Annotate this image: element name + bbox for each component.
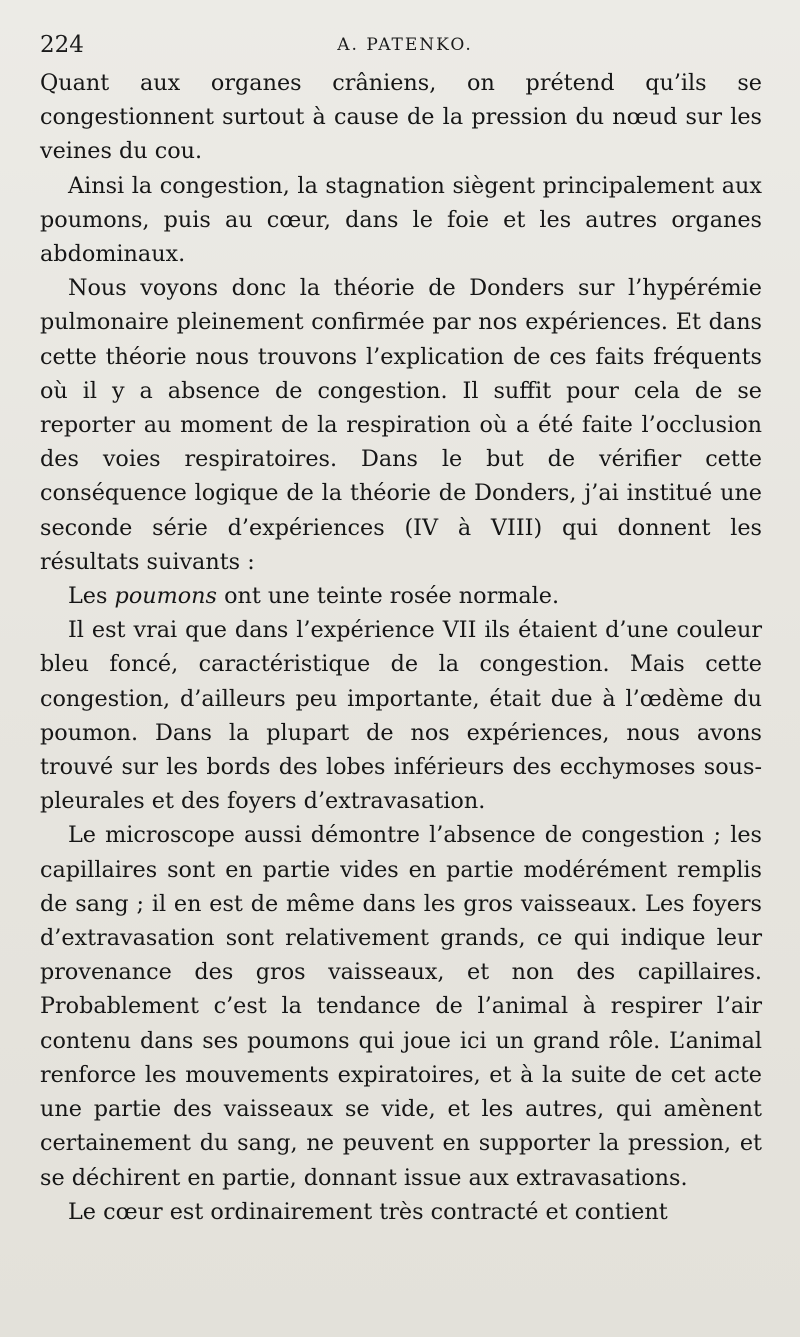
paragraph-cranial-organs: Quant aux organes crâniens, on prétend qu’ils se congestionnent surtout à cause de la pression du nœud sur les veines du cou.: [40, 70, 762, 165]
lungs-italic-word: poumons: [114, 583, 217, 610]
paragraph-congestion-sites: Ainsi la congestion, la stagnation siègent principalement aux poumons, puis au cœur, dans le foie et les autres organes abdominaux.: [40, 172, 762, 268]
paragraph-heart: Le cœur est ordinairement très contracté et contient: [68, 1198, 668, 1225]
lungs-text-after: ont une teinte rosée normale.: [216, 583, 560, 610]
paragraph-microscope: Le microscope aussi démontre l’absence de congestion ; les capillaires sont en partie vides en partie modérément remplis de sang ; il en est de même dans les gros vaisseaux. Les foyers d’extravasation sont relativement grands, ce qui indique leur provenance des gros vaisseaux, et non des capillaires. Probablement c’est la tendance de l’animal à respirer l’air contenu dans ses poumons qui joue ici un grand rôle. L’animal renforce les mouvements expiratoires, et à la suite de cet acte une partie des vaisseaux se vide, et les autres, qui amènent certainement du sang, ne peuvent en supporter la pression, et se déchirent en partie, donnant issue aux extravasations.: [40, 822, 762, 1191]
body-text: [40, 66, 762, 1229]
lungs-text-before: Les: [68, 583, 115, 610]
running-head: A. PATENKO.: [337, 35, 473, 55]
paragraph-experiment-vii: Il est vrai que dans l’expérience VII ils étaient d’une couleur bleu foncé, caractéristique de la congestion. Mais cette congestion, d’ailleurs peu importante, était due à l’œdème du poumon. Dans la plupart de nos expériences, nous avons trouvé sur les bords des lobes inférieurs des ecchymoses sous-pleurales et des foyers d’extravasation.: [40, 617, 762, 815]
paragraph-lungs-tint: [40, 579, 762, 613]
paragraph-donders-theory: Nous voyons donc la théorie de Donders sur l’hypérémie pulmonaire pleinement confirmée par nos expériences. Et dans cette théorie nous trouvons l’explication de ces faits fréquents où il y a absence de congestion. Il suffit pour cela de se reporter au moment de la respiration où a été faite l’occlusion des voies respiratoires. Dans le but de vérifier cette conséquence logique de la théorie de Donders, j’ai institué une seconde série d’expériences (IV à VIII) qui donnent les résultats suivants :: [40, 275, 762, 575]
page-header: [40, 32, 770, 60]
page-number: 224: [40, 32, 84, 58]
